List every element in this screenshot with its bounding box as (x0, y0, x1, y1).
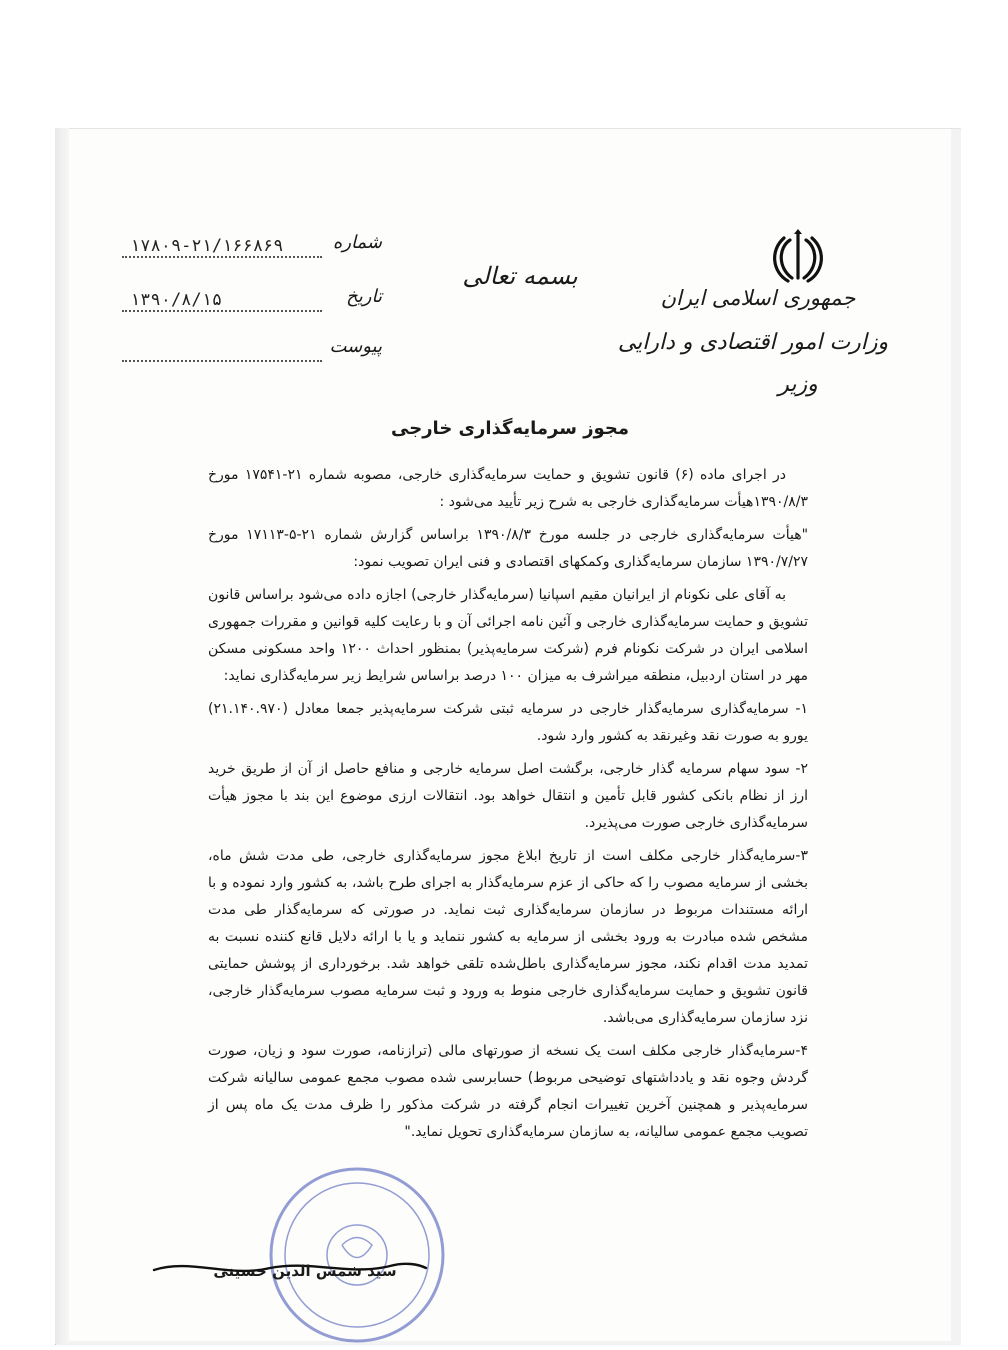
clause-1: ۱- سرمایه‌گذاری سرمایه‌گذار خارجی در سرمایه ثبتی شرکت سرمایه‌پذیر جمعا معادل (۲۱.۱۴۰.۹۷۰) یورو به صورت نقد وغیرنقد به کشور وارد شود. (208, 701, 808, 744)
signatory-name: سید شمس الدین حسینی (213, 1262, 397, 1280)
clause-3: ۳-سرمایه‌گذار خارجی مکلف است از تاریخ ابلاغ مجوز سرمایه‌گذاری خارجی، طی مدت شش ماه، بخشی از سرمایه مصوب را که حاکی از عزم سرمایه‌گذار به اجرای طرح باشد، به کشور وارد نموده و با ارائه مستندات مربوط در سازمان سرمایه‌گذاری ثبت نماید. در صورتی که سرمایه‌گذار طی مدت مشخص شده مبادرت به ورود بخشی از سرمایه به کشور ننماید و یا با ارائه دلایل قانع کننده نسبت به تمدید مدت اقدام نکند، مجوز سرمایه‌گذاری باطل‌شده تلقی خواهد شد. برخورداری از پوشش حمایتی قانون تشویق و حمایت سرمایه‌گذاری خارجی منوط به ورود و ثبت سرمایه مصوب سرمایه‌گذار خارجی، نزد سازمان سرمایه‌گذاری می‌باشد. (208, 848, 808, 1026)
document-title: مجوز سرمایه‌گذاری خارجی (391, 418, 629, 439)
office-title: وزیر (778, 372, 818, 397)
reference-attachment-label: پیوست (329, 336, 382, 357)
document-body (208, 462, 808, 1152)
clause-2: ۲- سود سهام سرمایه گذار خارجی، برگشت اصل سرمایه خارجی و منافع حاصل از آن از طریق خرید ارز از نظام بانکی کشور قابل تأمین و انتقال خواهد بود. انتقالات ارزی موضوع این بند با مجوز هیأت سرمایه‌گذاری خارجی صورت می‌پذیرد. (208, 761, 808, 831)
invocation: بسمه تعالی (462, 262, 578, 290)
reference-number-label: شماره (332, 232, 382, 253)
paragraph-permit: به آقای علی نکونام از ایرانیان مقیم اسپانیا (سرمایه‌گذار خارجی) اجازه داده می‌شود براساس قانون تشویق و حمایت سرمایه‌گذاری خارجی و آئین نامه اجرائی آن و با رعایت کلیه قوانین و مقررات جمهوری اسلامی ایران در شرکت نکونام فرم (شرکت سرمایه‌پذیر) بمنظور احداث ۱۲۰۰ واحد مسکونی مسکن مهر در استان اردبیل، منطقه میراشرف به میزان ۱۰۰ درصد براساس شرایط زیر سرمایه‌گذاری نماید: (208, 587, 808, 684)
paragraph-intro: در اجرای ماده (۶) قانون تشویق و حمایت سرمایه‌گذاری خارجی، مصوبه شماره ۲۱-۱۷۵۴۱ مورخ ۱۳۹۰/۸/۳هیأت سرمایه‌گذاری خارجی به شرح زیر تأیید می‌شود : (208, 467, 808, 510)
country-name: جمهوری اسلامی ایران (660, 286, 856, 310)
reference-date-value: ۱۳۹۰/۸/۱۵ (130, 290, 223, 310)
dotted-line (122, 310, 322, 312)
dotted-line (122, 360, 322, 362)
reference-date (122, 286, 382, 318)
paragraph-resolution: "هیأت سرمایه‌گذاری خارجی در جلسه مورخ ۱۳۹۰/۸/۳ براساس گزارش شماره ۲۱-۵-۱۷۱۱۳ مورخ ۱۳۹۰/۷/۲۷ سازمان سرمایه‌گذاری وکمکهای اقتصادی و فنی ایران تصویب نمود: (208, 527, 809, 570)
paper-edge (55, 128, 69, 1344)
reference-number (122, 232, 382, 264)
reference-number-value: ۱۷۸۰۹-۲۱/۱۶۶۸۶۹ (130, 236, 284, 256)
iran-emblem-icon (768, 228, 828, 284)
reference-attachment (122, 336, 382, 368)
dotted-line (122, 256, 322, 258)
clause-4: ۴-سرمایه‌گذار خارجی مکلف است یک نسخه از صورتهای مالی (ترازنامه، صورت سود و زیان، صورت گردش وجوه نقد و یادداشتهای توضیحی مربوط) حسابرسی شده مصوب مجمع عمومی سالیانه شرکت سرمایه‌پذیر و همچنین آخرین تغییرات انجام گرفته در شرکت مذکور را ظرف مدت یک ماه پس از تصویب مجمع عمومی سالیانه، به سازمان سرمایه‌گذاری تحویل نماید." (208, 1043, 808, 1140)
reference-date-label: تاریخ (346, 286, 382, 307)
ministry-name: وزارت امور اقتصادی و دارایی (617, 330, 889, 355)
